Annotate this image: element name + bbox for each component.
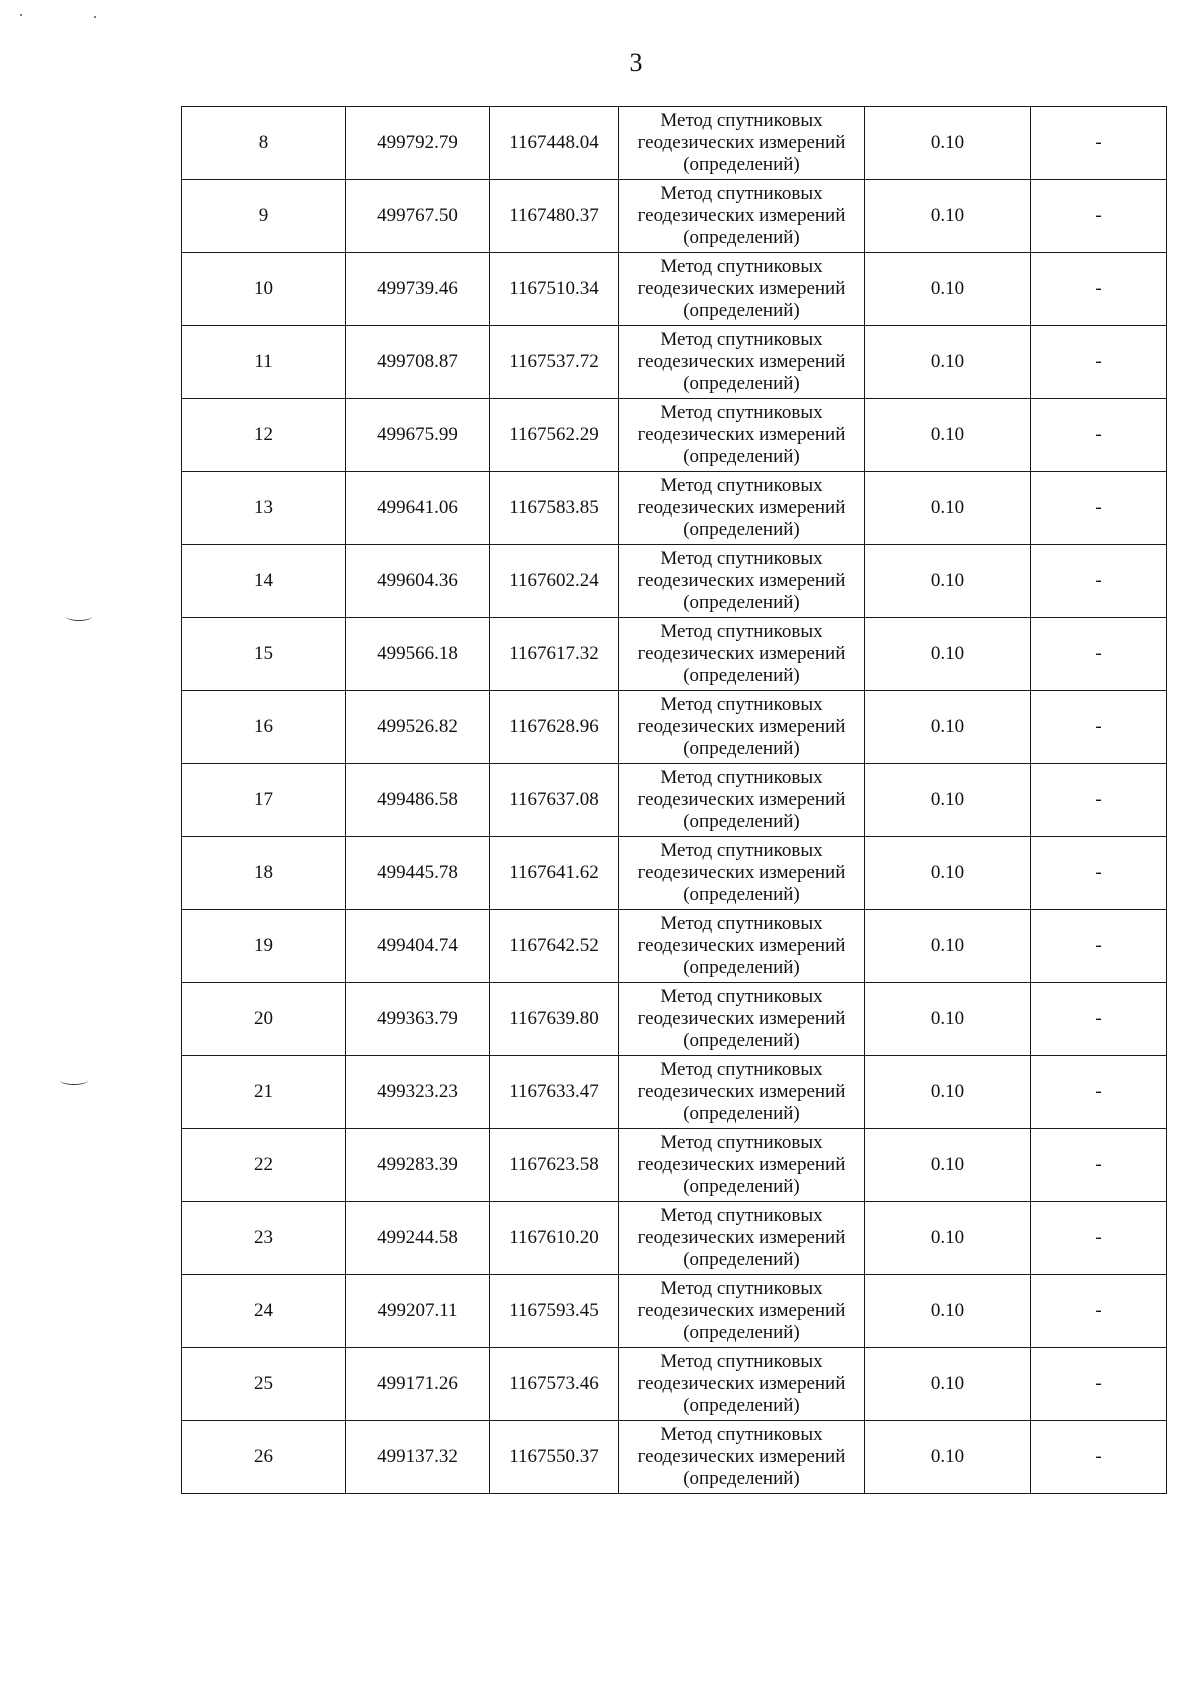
method-text: Метод спутниковых геодезических измерений (определений)	[637, 475, 846, 540]
note-cell: -	[1031, 1202, 1167, 1275]
note-cell: -	[1031, 837, 1167, 910]
point-number-cell: 22	[182, 1129, 346, 1202]
method-text: Метод спутниковых геодезических измерений (определений)	[637, 183, 846, 248]
x-coordinate-cell: 499363.79	[346, 983, 490, 1056]
table-row	[182, 399, 1167, 472]
table-row	[182, 1348, 1167, 1421]
y-coordinate-cell: 1167639.80	[490, 983, 619, 1056]
table-row	[182, 326, 1167, 399]
y-coordinate-cell: 1167637.08	[490, 764, 619, 837]
note-cell: -	[1031, 253, 1167, 326]
method-cell	[619, 545, 865, 618]
method-cell	[619, 1348, 865, 1421]
accuracy-cell: 0.10	[865, 326, 1031, 399]
accuracy-cell: 0.10	[865, 618, 1031, 691]
point-number-cell: 11	[182, 326, 346, 399]
table-row	[182, 472, 1167, 545]
y-coordinate-cell: 1167510.34	[490, 253, 619, 326]
x-coordinate-cell: 499171.26	[346, 1348, 490, 1421]
note-cell: -	[1031, 107, 1167, 180]
note-cell: -	[1031, 180, 1167, 253]
point-number-cell: 8	[182, 107, 346, 180]
table-row	[182, 1275, 1167, 1348]
point-number-cell: 12	[182, 399, 346, 472]
table-row	[182, 837, 1167, 910]
y-coordinate-cell: 1167480.37	[490, 180, 619, 253]
page-number: 3	[629, 48, 643, 77]
note-cell: -	[1031, 1129, 1167, 1202]
accuracy-cell: 0.10	[865, 107, 1031, 180]
y-coordinate-cell: 1167573.46	[490, 1348, 619, 1421]
y-coordinate-cell: 1167602.24	[490, 545, 619, 618]
note-cell: -	[1031, 1421, 1167, 1494]
note-cell: -	[1031, 1348, 1167, 1421]
point-number-cell: 21	[182, 1056, 346, 1129]
table-row	[182, 764, 1167, 837]
accuracy-cell: 0.10	[865, 399, 1031, 472]
accuracy-cell: 0.10	[865, 1348, 1031, 1421]
coordinates-table-container	[181, 106, 1167, 1494]
point-number-cell: 25	[182, 1348, 346, 1421]
accuracy-cell: 0.10	[865, 910, 1031, 983]
note-cell: -	[1031, 618, 1167, 691]
method-cell	[619, 1129, 865, 1202]
y-coordinate-cell: 1167623.58	[490, 1129, 619, 1202]
table-row	[182, 1202, 1167, 1275]
accuracy-cell: 0.10	[865, 691, 1031, 764]
method-cell	[619, 399, 865, 472]
accuracy-cell: 0.10	[865, 983, 1031, 1056]
note-cell: -	[1031, 691, 1167, 764]
y-coordinate-cell: 1167642.52	[490, 910, 619, 983]
note-cell: -	[1031, 764, 1167, 837]
x-coordinate-cell: 499708.87	[346, 326, 490, 399]
x-coordinate-cell: 499207.11	[346, 1275, 490, 1348]
y-coordinate-cell: 1167550.37	[490, 1421, 619, 1494]
y-coordinate-cell: 1167537.72	[490, 326, 619, 399]
accuracy-cell: 0.10	[865, 764, 1031, 837]
point-number-cell: 26	[182, 1421, 346, 1494]
method-text: Метод спутниковых геодезических измерений (определений)	[637, 548, 846, 613]
method-text: Метод спутниковых геодезических измерений (определений)	[637, 840, 846, 905]
table-row	[182, 910, 1167, 983]
punch-hole-mark	[66, 612, 92, 621]
point-number-cell: 20	[182, 983, 346, 1056]
method-text: Метод спутниковых геодезических измерений (определений)	[637, 621, 846, 686]
x-coordinate-cell: 499283.39	[346, 1129, 490, 1202]
x-coordinate-cell: 499604.36	[346, 545, 490, 618]
table-row	[182, 1129, 1167, 1202]
table-row	[182, 545, 1167, 618]
note-cell: -	[1031, 910, 1167, 983]
x-coordinate-cell: 499445.78	[346, 837, 490, 910]
note-cell: -	[1031, 399, 1167, 472]
x-coordinate-cell: 499641.06	[346, 472, 490, 545]
x-coordinate-cell: 499739.46	[346, 253, 490, 326]
note-cell: -	[1031, 545, 1167, 618]
table-row	[182, 618, 1167, 691]
note-cell: -	[1031, 326, 1167, 399]
x-coordinate-cell: 499566.18	[346, 618, 490, 691]
accuracy-cell: 0.10	[865, 545, 1031, 618]
method-cell	[619, 107, 865, 180]
y-coordinate-cell: 1167562.29	[490, 399, 619, 472]
table-row	[182, 1421, 1167, 1494]
method-text: Метод спутниковых геодезических измерений (определений)	[637, 1132, 846, 1197]
point-number-cell: 13	[182, 472, 346, 545]
method-cell	[619, 1275, 865, 1348]
method-cell	[619, 180, 865, 253]
method-text: Метод спутниковых геодезических измерений (определений)	[637, 913, 846, 978]
method-cell	[619, 983, 865, 1056]
table-row	[182, 1056, 1167, 1129]
method-cell	[619, 691, 865, 764]
y-coordinate-cell: 1167610.20	[490, 1202, 619, 1275]
x-coordinate-cell: 499792.79	[346, 107, 490, 180]
accuracy-cell: 0.10	[865, 1056, 1031, 1129]
point-number-cell: 18	[182, 837, 346, 910]
accuracy-cell: 0.10	[865, 472, 1031, 545]
method-cell	[619, 1202, 865, 1275]
note-cell: -	[1031, 983, 1167, 1056]
y-coordinate-cell: 1167593.45	[490, 1275, 619, 1348]
scan-dot	[94, 16, 96, 18]
x-coordinate-cell: 499404.74	[346, 910, 490, 983]
method-text: Метод спутниковых геодезических измерений (определений)	[637, 256, 846, 321]
method-text: Метод спутниковых геодезических измерений (определений)	[637, 329, 846, 394]
point-number-cell: 16	[182, 691, 346, 764]
coordinates-table	[181, 106, 1167, 1494]
method-cell	[619, 837, 865, 910]
point-number-cell: 19	[182, 910, 346, 983]
note-cell: -	[1031, 1056, 1167, 1129]
table-row	[182, 107, 1167, 180]
punch-hole-mark	[60, 1076, 88, 1085]
point-number-cell: 23	[182, 1202, 346, 1275]
y-coordinate-cell: 1167633.47	[490, 1056, 619, 1129]
method-text: Метод спутниковых геодезических измерений (определений)	[637, 1059, 846, 1124]
table-row	[182, 983, 1167, 1056]
method-text: Метод спутниковых геодезических измерений (определений)	[637, 986, 846, 1051]
method-cell	[619, 253, 865, 326]
table-row	[182, 691, 1167, 764]
note-cell: -	[1031, 472, 1167, 545]
method-text: Метод спутниковых геодезических измерений (определений)	[637, 1351, 846, 1416]
y-coordinate-cell: 1167583.85	[490, 472, 619, 545]
method-text: Метод спутниковых геодезических измерений (определений)	[637, 767, 846, 832]
y-coordinate-cell: 1167617.32	[490, 618, 619, 691]
accuracy-cell: 0.10	[865, 1275, 1031, 1348]
method-text: Метод спутниковых геодезических измерений (определений)	[637, 1424, 846, 1489]
method-cell	[619, 1056, 865, 1129]
method-cell	[619, 910, 865, 983]
method-text: Метод спутниковых геодезических измерений (определений)	[637, 694, 846, 759]
y-coordinate-cell: 1167641.62	[490, 837, 619, 910]
coordinates-table-body	[182, 107, 1167, 1494]
point-number-cell: 14	[182, 545, 346, 618]
method-cell	[619, 1421, 865, 1494]
method-text: Метод спутниковых геодезических измерений (определений)	[637, 402, 846, 467]
point-number-cell: 10	[182, 253, 346, 326]
table-row	[182, 253, 1167, 326]
accuracy-cell: 0.10	[865, 1202, 1031, 1275]
x-coordinate-cell: 499244.58	[346, 1202, 490, 1275]
method-cell	[619, 764, 865, 837]
y-coordinate-cell: 1167628.96	[490, 691, 619, 764]
accuracy-cell: 0.10	[865, 180, 1031, 253]
method-text: Метод спутниковых геодезических измерений (определений)	[637, 1205, 846, 1270]
x-coordinate-cell: 499767.50	[346, 180, 490, 253]
method-text: Метод спутниковых геодезических измерений (определений)	[637, 110, 846, 175]
point-number-cell: 17	[182, 764, 346, 837]
y-coordinate-cell: 1167448.04	[490, 107, 619, 180]
x-coordinate-cell: 499323.23	[346, 1056, 490, 1129]
x-coordinate-cell: 499137.32	[346, 1421, 490, 1494]
x-coordinate-cell: 499526.82	[346, 691, 490, 764]
method-cell	[619, 618, 865, 691]
scan-dot	[20, 14, 22, 16]
x-coordinate-cell: 499486.58	[346, 764, 490, 837]
point-number-cell: 15	[182, 618, 346, 691]
note-cell: -	[1031, 1275, 1167, 1348]
accuracy-cell: 0.10	[865, 1421, 1031, 1494]
x-coordinate-cell: 499675.99	[346, 399, 490, 472]
table-row	[182, 180, 1167, 253]
method-text: Метод спутниковых геодезических измерений (определений)	[637, 1278, 846, 1343]
accuracy-cell: 0.10	[865, 253, 1031, 326]
method-cell	[619, 472, 865, 545]
point-number-cell: 9	[182, 180, 346, 253]
point-number-cell: 24	[182, 1275, 346, 1348]
accuracy-cell: 0.10	[865, 1129, 1031, 1202]
method-cell	[619, 326, 865, 399]
accuracy-cell: 0.10	[865, 837, 1031, 910]
